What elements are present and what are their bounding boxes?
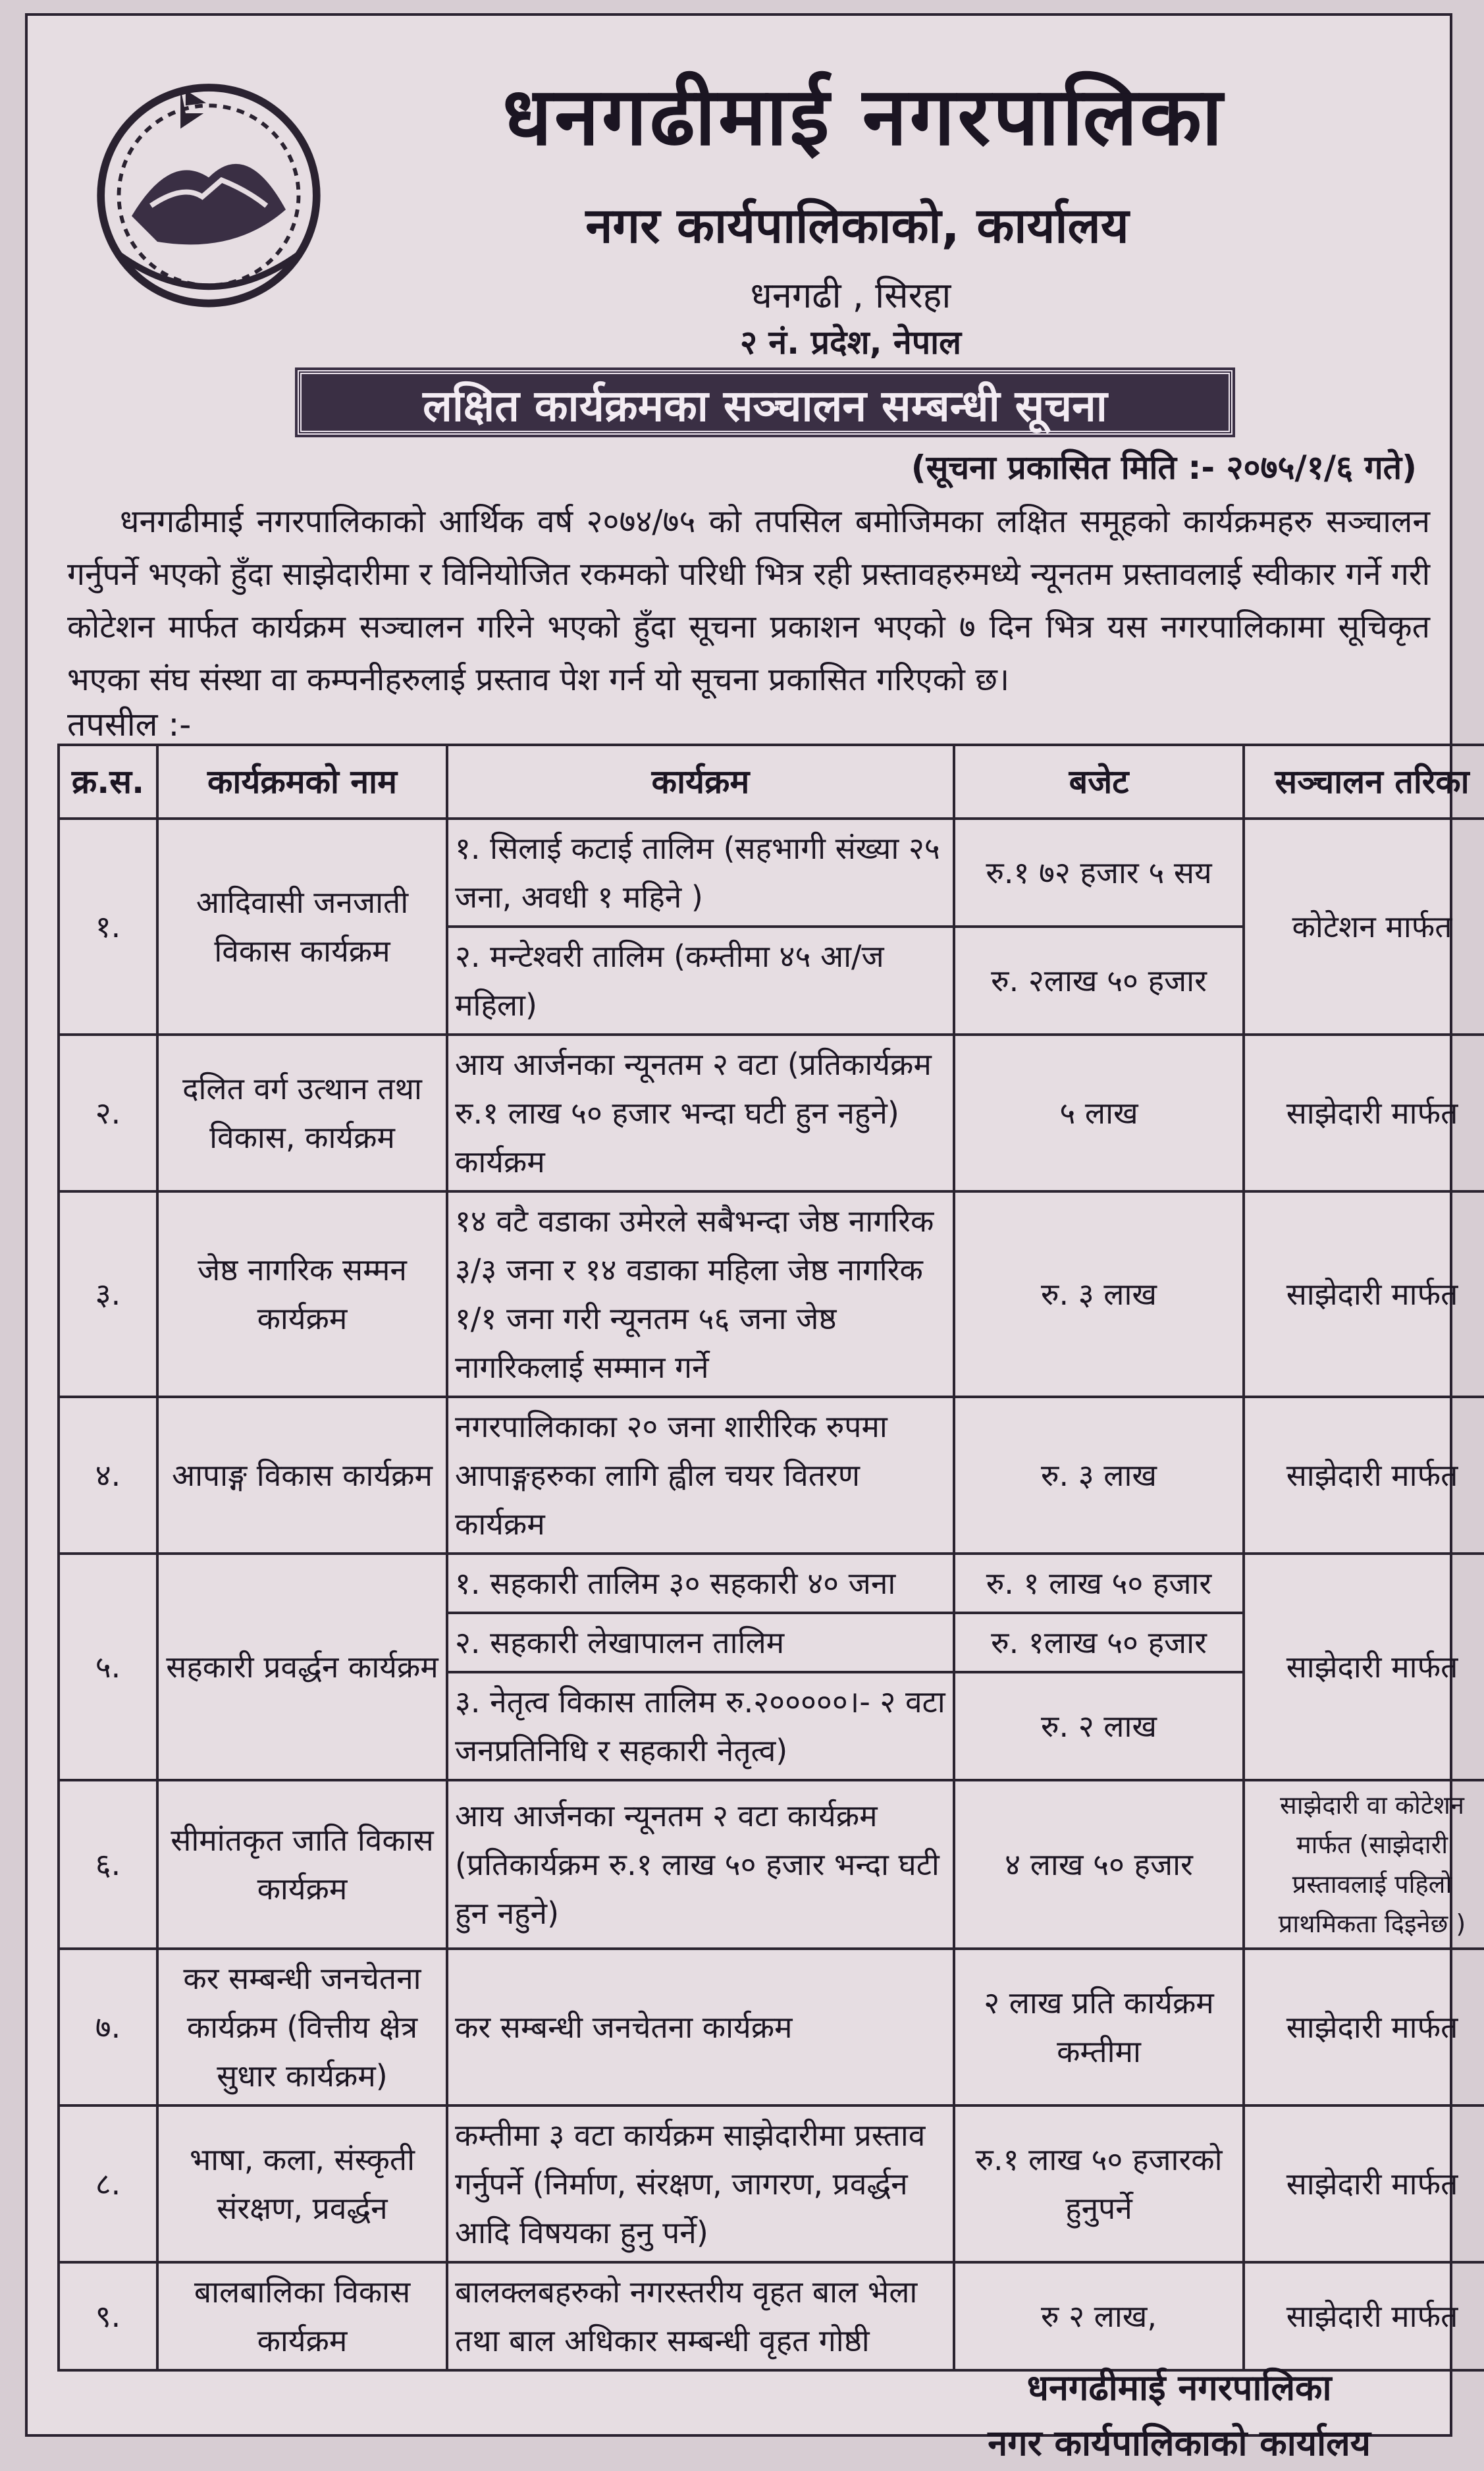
program-name: कर सम्बन्धी जनचेतना कार्यक्रम (वित्तीय क्षेत्र सुधार कार्यक्रम) (157, 1949, 447, 2105)
table-row (59, 1554, 1484, 1613)
table-row (59, 819, 1484, 927)
table-row (59, 1035, 1484, 1191)
budget-cell: रु. १लाख ५० हजार (954, 1613, 1244, 1672)
office-subtitle: नगर कार्यपालिकाको, कार्यालय (585, 198, 1129, 254)
budget-cell: ४ लाख ५० हजार (954, 1780, 1244, 1949)
tapsil-label: तपसील :- (67, 705, 192, 744)
program-name: आदिवासी जनजाती विकास कार्यक्रम (157, 819, 447, 1035)
method-cell: साझेदारी मार्फत (1244, 1191, 1484, 1397)
program-name: सहकारी प्रवर्द्धन कार्यक्रम (157, 1554, 447, 1780)
method-cell: साझेदारी मार्फत (1244, 1397, 1484, 1554)
program-detail: ३. नेतृत्व विकास तालिम रु.२०००००।- २ वटा जनप्रतिनिधि र सहकारी नेतृत्व) (447, 1672, 954, 1780)
program-detail: कर सम्बन्धी जनचेतना कार्यक्रम (447, 1949, 954, 2105)
serial-number: ३. (59, 1191, 157, 1397)
program-detail: आय आर्जनका न्यूनतम २ वटा कार्यक्रम (प्रतिकार्यक्रम रु.१ लाख ५० हजार भन्दा घटी हुन नहुने) (447, 1780, 954, 1949)
table-row (59, 2105, 1484, 2262)
column-header: सञ्चालन तरिका (1244, 745, 1484, 819)
program-detail: १. सिलाई कटाई तालिम (सहभागी संख्या २५ जना, अवधी १ महिने ) (447, 819, 954, 927)
page-title: धनगढीमाई नगरपालिका (502, 70, 1225, 163)
serial-number: ८. (59, 2105, 157, 2262)
program-detail: १४ वटै वडाका उमेरले सबैभन्दा जेष्ठ नागरिक ३/३ जना र १४ वडाका महिला जेष्ठ नागरिक १/१ जना गरी न्यूनतम ५६ जना जेष्ठ नागरिकलाई सम्मान गर्ने (447, 1191, 954, 1397)
method-cell: साझेदारी मार्फत (1244, 1554, 1484, 1780)
budget-cell: रु.१ लाख ५० हजारको हुनुपर्ने (954, 2105, 1244, 2262)
address-line-1: धनगढी , सिरहा (750, 275, 951, 316)
method-cell: साझेदारी मार्फत (1244, 1035, 1484, 1191)
budget-cell: रु.१ ७२ हजार ५ सय (954, 819, 1244, 927)
budget-cell: रु. ३ लाख (954, 1397, 1244, 1554)
budget-cell: रु २ लाख, (954, 2262, 1244, 2370)
notice-page (25, 13, 1470, 2464)
nepal-emblem-icon (80, 62, 337, 319)
table-row (59, 1780, 1484, 1949)
program-detail: २. सहकारी लेखापालन तालिम (447, 1613, 954, 1672)
serial-number: ५. (59, 1554, 157, 1780)
column-header: कार्यक्रमको नाम (157, 745, 447, 819)
table-row (59, 1191, 1484, 1397)
table-header-row (59, 745, 1484, 819)
method-cell: साझेदारी वा कोटेशन मार्फत (साझेदारी प्रस्तावलाई पहिलो प्राथमिकता दिइनेछ ) (1244, 1780, 1484, 1949)
program-name: सीमांतकृत जाति विकास कार्यक्रम (157, 1780, 447, 1949)
program-detail: २. मन्टेश्वरी तालिम (कम्तीमा ४५ आ/ज महिला) (447, 927, 954, 1035)
serial-number: १. (59, 819, 157, 1035)
budget-cell: रु. १ लाख ५० हजार (954, 1554, 1244, 1613)
serial-number: ९. (59, 2262, 157, 2370)
budget-cell: २ लाख प्रति कार्यक्रम कम्तीमा (954, 1949, 1244, 2105)
program-name: भाषा, कला, संस्कृती संरक्षण, प्रवर्द्धन (157, 2105, 447, 2262)
serial-number: ४. (59, 1397, 157, 1554)
notice-heading-banner: लक्षित कार्यक्रमका सञ्चालन सम्बन्धी सूचना (298, 370, 1232, 435)
table-row (59, 1949, 1484, 2105)
table-row (59, 2262, 1484, 2370)
column-header: क्र.स. (59, 745, 157, 819)
program-table (57, 744, 1484, 2372)
signature-block (988, 2360, 1371, 2471)
signature-line-1: धनगढीमाई नगरपालिका (1026, 2367, 1332, 2408)
published-date: (सूचना प्रकासित मिति :- २०७५/१/६ गते) (911, 448, 1417, 487)
notice-body: धनगढीमाई नगरपालिकाको आर्थिक वर्ष २०७४/७५ को तपसिल बमोजिमका लक्षित समूहको कार्यक्रमहरु सञ्चालन गर्नुपर्ने भएको हुँदा साझेदारीमा र विनियोजित रकमको परिधी भित्र रही प्रस्तावहरुमध्ये न्यूनतम प्रस्तावलाई स्वीकार गर्ने गरी कोटेशन मार्फत कार्यक्रम सञ्चालन गरिने भएको हुँदा सूचना प्रकाशन भएको ७ दिन भित्र यस नगरपालिकामा सूचिकृत भएका संघ संस्था वा कम्पनीहरुलाई प्रस्ताव पेश गर्न यो सूचना प्रकासित गरिएको छ। (67, 503, 1430, 698)
program-detail: बालक्लबहरुको नगरस्तरीय वृहत बाल भेला तथा बाल अधिकार सम्बन्धी वृहत गोष्ठी (447, 2262, 954, 2370)
program-name: जेष्ठ नागरिक सम्मन कार्यक्रम (157, 1191, 447, 1397)
method-cell: साझेदारी मार्फत (1244, 2105, 1484, 2262)
column-header: बजेट (954, 745, 1244, 819)
serial-number: ६. (59, 1780, 157, 1949)
program-detail: नगरपालिकाका २० जना शारीरिक रुपमा आपाङ्गहरुका लागि ह्वील चयर वितरण कार्यक्रम (447, 1397, 954, 1554)
budget-cell: ५ लाख (954, 1035, 1244, 1191)
signature-line-2: नगर कार्यपालिकाको कार्यालय (988, 2422, 1371, 2464)
column-header: कार्यक्रम (447, 745, 954, 819)
program-detail: कम्तीमा ३ वटा कार्यक्रम साझेदारीमा प्रस्ताव गर्नुपर्ने (निर्माण, संरक्षण, जागरण, प्रवर्द्धन आदि विषयका हुनु पर्ने) (447, 2105, 954, 2262)
budget-cell: रु. २ लाख (954, 1672, 1244, 1780)
program-detail: आय आर्जनका न्यूनतम २ वटा (प्रतिकार्यक्रम रु.१ लाख ५० हजार भन्दा घटी हुन नहुने) कार्यक्रम (447, 1035, 954, 1191)
budget-cell: रु. ३ लाख (954, 1191, 1244, 1397)
budget-cell: रु. २लाख ५० हजार (954, 927, 1244, 1035)
method-cell: साझेदारी मार्फत (1244, 1949, 1484, 2105)
serial-number: २. (59, 1035, 157, 1191)
program-name: दलित वर्ग उत्थान तथा विकास, कार्यक्रम (157, 1035, 447, 1191)
serial-number: ७. (59, 1949, 157, 2105)
program-name: बालबालिका विकास कार्यक्रम (157, 2262, 447, 2370)
program-detail: १. सहकारी तालिम ३० सहकारी ४० जना (447, 1554, 954, 1613)
table-row (59, 1397, 1484, 1554)
program-name: आपाङ्ग विकास कार्यक्रम (157, 1397, 447, 1554)
method-cell: कोटेशन मार्फत (1244, 819, 1484, 1035)
address-line-2: २ नं. प्रदेश, नेपाल (740, 323, 961, 362)
method-cell: साझेदारी मार्फत (1244, 2262, 1484, 2370)
